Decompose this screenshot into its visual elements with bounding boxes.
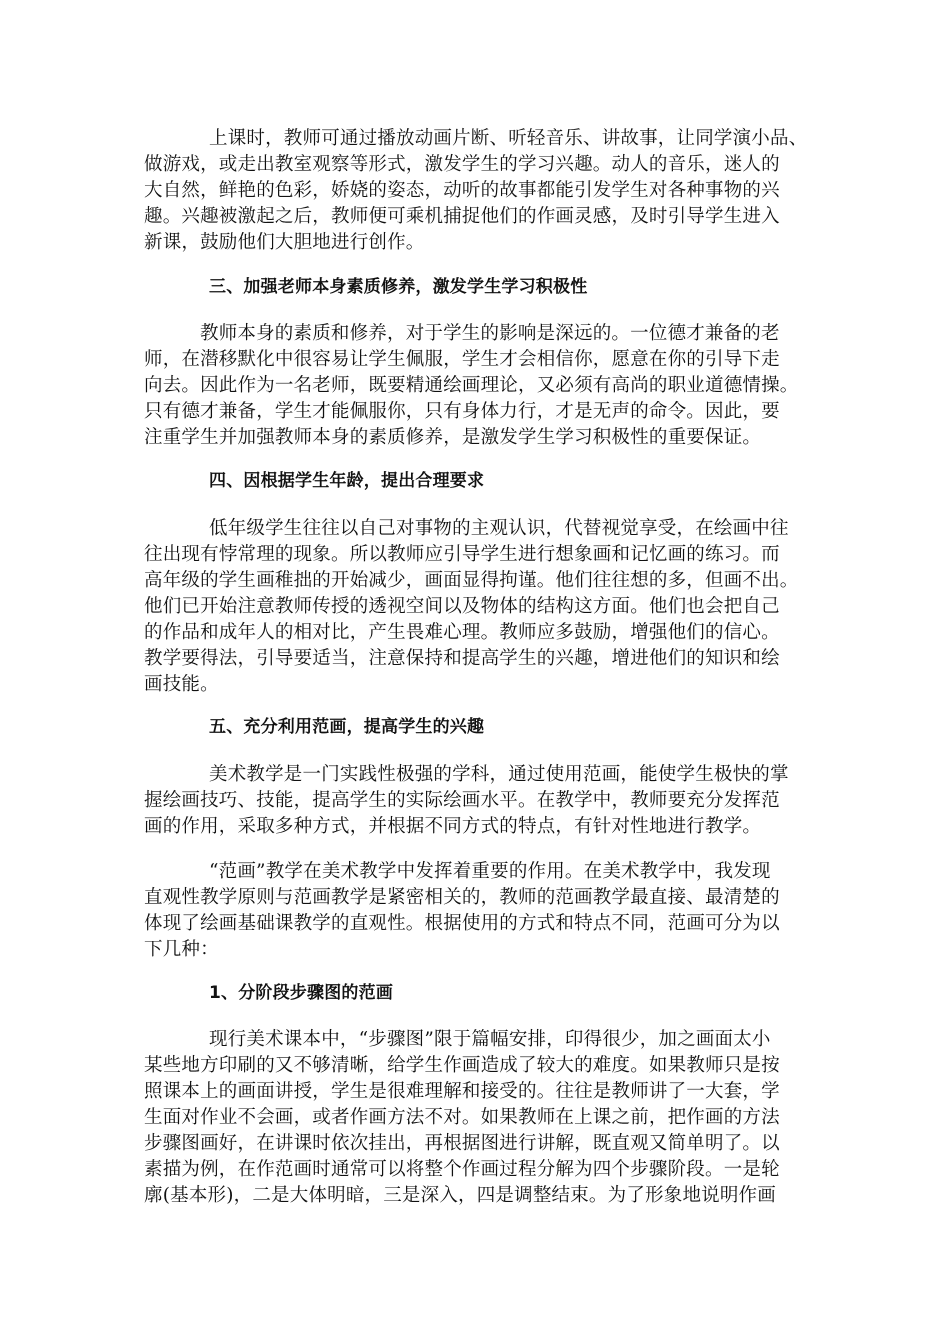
paragraph-line: 做游戏，或走出教室观察等形式，激发学生的学习兴趣。动人的音乐，迷人的 xyxy=(144,154,780,175)
paragraph-line: 美术教学是一门实践性极强的学科，通过使用范画，能使学生极快的掌 xyxy=(209,764,789,785)
paragraph-line: 注重学生并加强教师本身的素质修养，是激发学生学习积极性的重要保证。 xyxy=(144,427,762,448)
paragraph-line: 师，在潜移默化中很容易让学生佩服，学生才会相信你，愿意在你的引导下走 xyxy=(144,349,780,370)
paragraph-line: 步骤图画好，在讲课时依次挂出，再根据图进行讲解，既直观又简单明了。以 xyxy=(144,1133,780,1154)
paragraph-line: 握绘画技巧、技能，提高学生的实际绘画水平。在教学中，教师要充分发挥范 xyxy=(144,790,780,811)
paragraph-line: 廓(基本形)，二是大体明暗，三是深入，四是调整结束。为了形象地说明作画 xyxy=(144,1185,776,1206)
paragraph-line: 某些地方印刷的又不够清晰，给学生作画造成了较大的难度。如果教师只是按 xyxy=(144,1055,780,1076)
paragraph-line: 素描为例，在作范画时通常可以将整个作画过程分解为四个步骤阶段。一是轮 xyxy=(144,1159,780,1180)
section-heading: 四、因根据学生年龄，提出合理要求 xyxy=(209,471,485,491)
paragraph-line: 只有德才兼备，学生才能佩服你，只有身体力行，才是无声的命令。因此，要 xyxy=(144,401,780,422)
section-heading: 五、充分利用范画，提高学生的兴趣 xyxy=(209,717,485,737)
paragraph-line: 照课本上的画面讲授，学生是很难理解和接受的。往往是教师讲了一大套，学 xyxy=(144,1081,780,1102)
section-heading: 三、加强老师本身素质修养，激发学生学习积极性 xyxy=(209,277,588,297)
paragraph-line: 直观性教学原则与范画教学是紧密相关的，教师的范画教学最直接、最清楚的 xyxy=(144,887,780,908)
paragraph-line: 画技能。 xyxy=(144,674,219,695)
paragraph-line: 教学要得法，引导要适当，注意保持和提高学生的兴趣，增进他们的知识和绘 xyxy=(144,648,780,669)
paragraph-line: 大自然，鲜艳的色彩，娇娆的姿态，动听的故事都能引发学生对各种事物的兴 xyxy=(144,180,780,201)
paragraph-line: 教师本身的素质和修养，对于学生的影响是深远的。一位德才兼备的老 xyxy=(200,323,780,344)
paragraph-line: 下几种： xyxy=(144,939,219,960)
paragraph-line: 体现了绘画基础课教学的直观性。根据使用的方式和特点不同，范画可分为以 xyxy=(144,913,780,934)
paragraph-line: 他们已开始注意教师传授的透视空间以及物体的结构这方面。他们也会把自己 xyxy=(144,596,780,617)
paragraph-line: 新课，鼓励他们大胆地进行创作。 xyxy=(144,232,425,253)
paragraph-line: 上课时，教师可通过播放动画片断、听轻音乐、讲故事，让同学演小品、 xyxy=(209,128,808,149)
paragraph-line: 现行美术课本中，“步骤图”限于篇幅安排，印得很少，加之画面太小 xyxy=(209,1029,771,1050)
paragraph-line: “范画”教学在美术教学中发挥着重要的作用。在美术教学中，我发现 xyxy=(209,861,771,882)
subsection-heading: 1、分阶段步骤图的范画 xyxy=(209,983,394,1003)
paragraph-line: 的作品和成年人的相对比，产生畏难心理。教师应多鼓励，增强他们的信心。 xyxy=(144,622,780,643)
paragraph-line: 画的作用，采取多种方式，并根据不同方式的特点，有针对性地进行教学。 xyxy=(144,816,762,837)
paragraph-line: 生面对作业不会画，或者作画方法不对。如果教师在上课之前，把作画的方法 xyxy=(144,1107,780,1128)
paragraph-line: 往出现有悖常理的现象。所以教师应引导学生进行想象画和记忆画的练习。而 xyxy=(144,544,780,565)
paragraph-line: 向去。因此作为一名老师，既要精通绘画理论，又必须有高尚的职业道德情操。 xyxy=(144,375,799,396)
paragraph-line: 趣。兴趣被激起之后，教师便可乘机捕捉他们的作画灵感，及时引导学生进入 xyxy=(144,206,780,227)
paragraph-line: 低年级学生往往以自己对事物的主观认识，代替视觉享受，在绘画中往 xyxy=(209,518,789,539)
paragraph-line: 高年级的学生画稚拙的开始减少，画面显得拘谨。他们往往想的多，但画不出。 xyxy=(144,570,799,591)
